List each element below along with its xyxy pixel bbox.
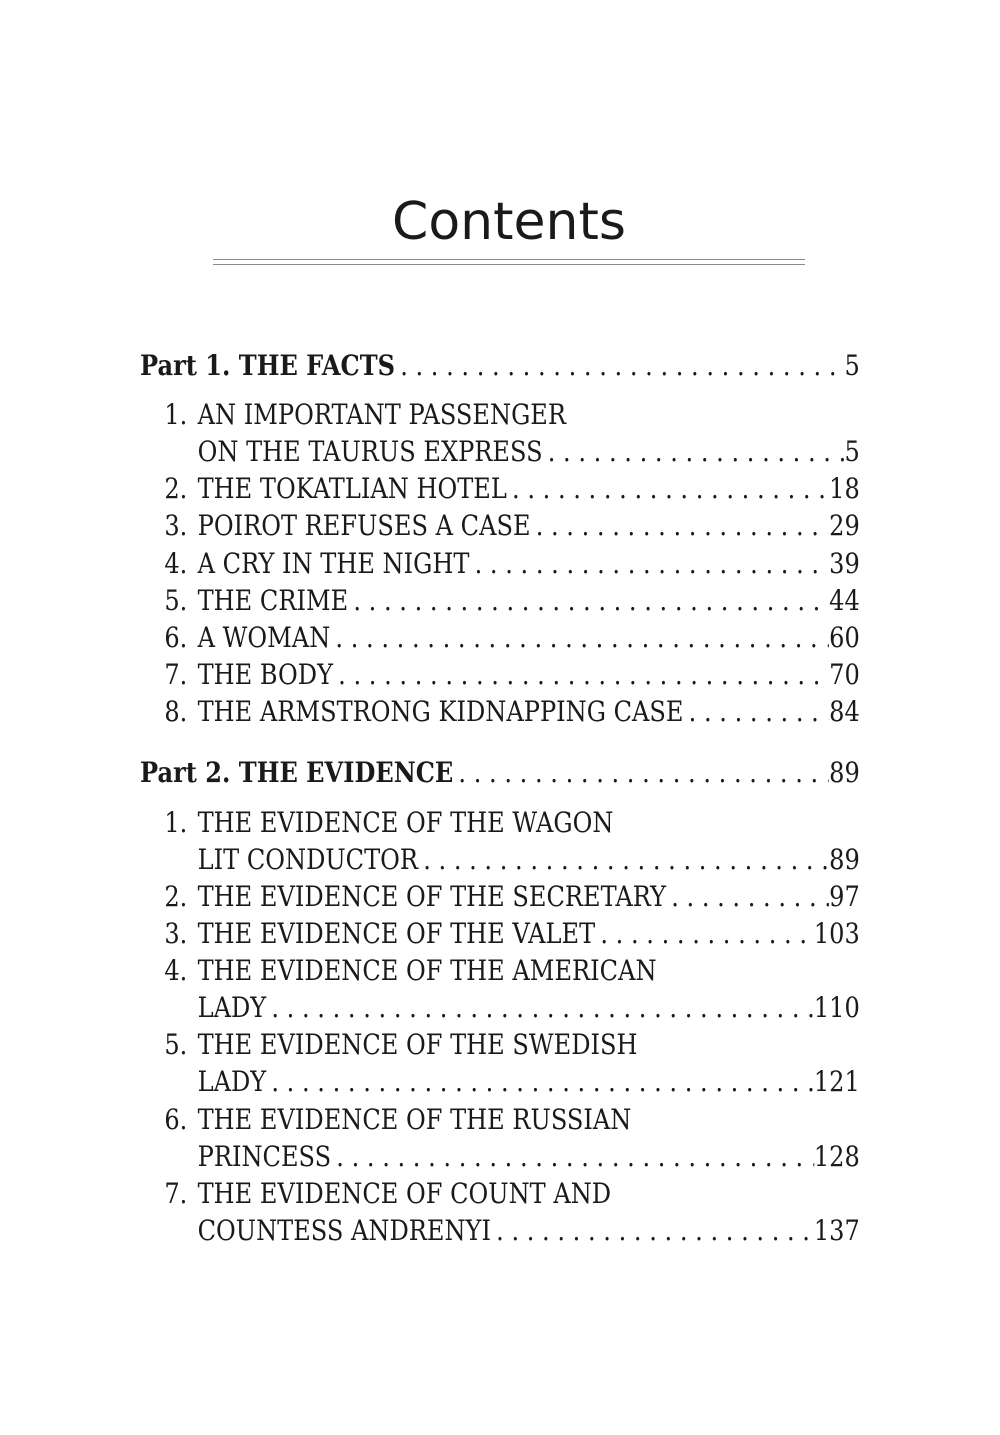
chapter-number: 3. (164, 917, 188, 950)
chapter-number: 2. (164, 880, 188, 913)
chapter-number: 2. (164, 472, 188, 505)
page-title: Contents (392, 192, 626, 252)
chapter-number: 1. (164, 806, 188, 839)
part-label: Part 1. THE FACTS (140, 349, 396, 382)
part-heading[interactable] (140, 755, 860, 791)
toc-entry-line[interactable] (140, 1176, 860, 1212)
chapter-number: 7. (164, 658, 188, 691)
dot-leader (666, 879, 829, 915)
dot-leader (330, 620, 829, 656)
toc-entry[interactable] (140, 990, 860, 1026)
chapter-number: 5. (164, 584, 188, 617)
chapter-number: 4. (164, 547, 188, 580)
toc-entry-line[interactable] (140, 397, 860, 433)
chapter-number: 4. (164, 954, 188, 987)
page-number: 18 (829, 472, 860, 505)
toc-entry[interactable] (140, 694, 860, 730)
toc-entry-line[interactable] (140, 1102, 860, 1138)
page-number: 60 (829, 621, 860, 654)
toc-entry[interactable] (140, 583, 860, 619)
toc-entry[interactable] (140, 508, 860, 544)
chapter-number: 1. (164, 398, 188, 431)
page-number: 44 (829, 584, 860, 617)
title-rule-bottom (213, 264, 805, 265)
dot-leader (266, 990, 814, 1026)
toc-entry-line[interactable] (140, 805, 860, 841)
toc-entry[interactable] (140, 546, 860, 582)
chapter-title-continued: PRINCESS (197, 1140, 332, 1173)
chapter-title: THE EVIDENCE OF THE RUSSIAN (197, 1103, 632, 1136)
page-number: 5 (844, 435, 860, 468)
page-number: 70 (829, 658, 860, 691)
chapter-title: THE EVIDENCE OF COUNT AND (197, 1177, 612, 1210)
dot-leader (453, 755, 829, 791)
toc-entry-line[interactable] (140, 1027, 860, 1063)
toc-entry[interactable] (140, 1213, 860, 1249)
dot-leader (418, 842, 829, 878)
dot-leader (595, 916, 814, 952)
chapter-title-continued: LIT CONDUCTOR (197, 843, 419, 876)
dot-leader (348, 583, 829, 619)
dot-leader (531, 508, 830, 544)
toc-entry[interactable] (140, 916, 860, 952)
page-number: 89 (829, 756, 860, 789)
chapter-title: THE EVIDENCE OF THE SECRETARY (197, 880, 667, 913)
chapter-title-continued: ON THE TAURUS EXPRESS (197, 435, 543, 468)
dot-leader (331, 1139, 814, 1175)
title-rule-top (213, 259, 805, 260)
dot-leader (543, 434, 845, 470)
toc-entry[interactable] (140, 620, 860, 656)
page-number: 39 (829, 547, 860, 580)
chapter-number: 7. (164, 1177, 188, 1210)
chapter-title: THE TOKATLIAN HOTEL (197, 472, 507, 505)
toc-entry[interactable] (140, 842, 860, 878)
chapter-number: 6. (164, 1103, 188, 1136)
dot-leader (507, 471, 829, 507)
chapter-title-continued: COUNTESS ANDRENYI (197, 1214, 491, 1247)
page-number: 110 (813, 991, 860, 1024)
chapter-title-continued: LADY (197, 991, 267, 1024)
toc-entry[interactable] (140, 471, 860, 507)
chapter-title: THE EVIDENCE OF THE WAGON (197, 806, 614, 839)
dot-leader (469, 546, 829, 582)
chapter-number: 5. (164, 1028, 188, 1061)
toc-entry[interactable] (140, 1064, 860, 1100)
page-number: 5 (844, 349, 860, 382)
chapter-title: THE CRIME (197, 584, 349, 617)
part-heading[interactable] (140, 348, 860, 384)
toc-entry[interactable] (140, 434, 860, 470)
toc-entry[interactable] (140, 657, 860, 693)
chapter-title: THE EVIDENCE OF THE AMERICAN (197, 954, 657, 987)
chapter-title: THE EVIDENCE OF THE SWEDISH (197, 1028, 638, 1061)
chapter-title: A CRY IN THE NIGHT (197, 547, 470, 580)
chapter-title: THE BODY (197, 658, 334, 691)
chapter-number: 3. (164, 509, 188, 542)
chapter-title: AN IMPORTANT PASSENGER (197, 398, 567, 431)
page-number: 121 (813, 1065, 860, 1098)
part-label: Part 2. THE EVIDENCE (140, 756, 454, 789)
chapter-title: THE EVIDENCE OF THE VALET (197, 917, 596, 950)
page-number: 97 (829, 880, 860, 913)
chapter-title: POIROT REFUSES A CASE (197, 509, 531, 542)
dot-leader (333, 657, 829, 693)
chapter-number: 6. (164, 621, 188, 654)
toc-entry[interactable] (140, 879, 860, 915)
toc-entry-line[interactable] (140, 953, 860, 989)
page-number: 29 (829, 509, 860, 542)
chapter-title: THE ARMSTRONG KIDNAPPING CASE (197, 695, 684, 728)
dot-leader (491, 1213, 814, 1249)
toc-entry[interactable] (140, 1139, 860, 1175)
page-number: 128 (813, 1140, 860, 1173)
dot-leader (395, 348, 844, 384)
page-number: 103 (813, 917, 860, 950)
page-number: 137 (813, 1214, 860, 1247)
page-number: 84 (829, 695, 860, 728)
page-number: 89 (829, 843, 860, 876)
dot-leader (266, 1064, 814, 1100)
chapter-number: 8. (164, 695, 188, 728)
chapter-title-continued: LADY (197, 1065, 267, 1098)
chapter-title: A WOMAN (197, 621, 331, 654)
dot-leader (684, 694, 830, 730)
